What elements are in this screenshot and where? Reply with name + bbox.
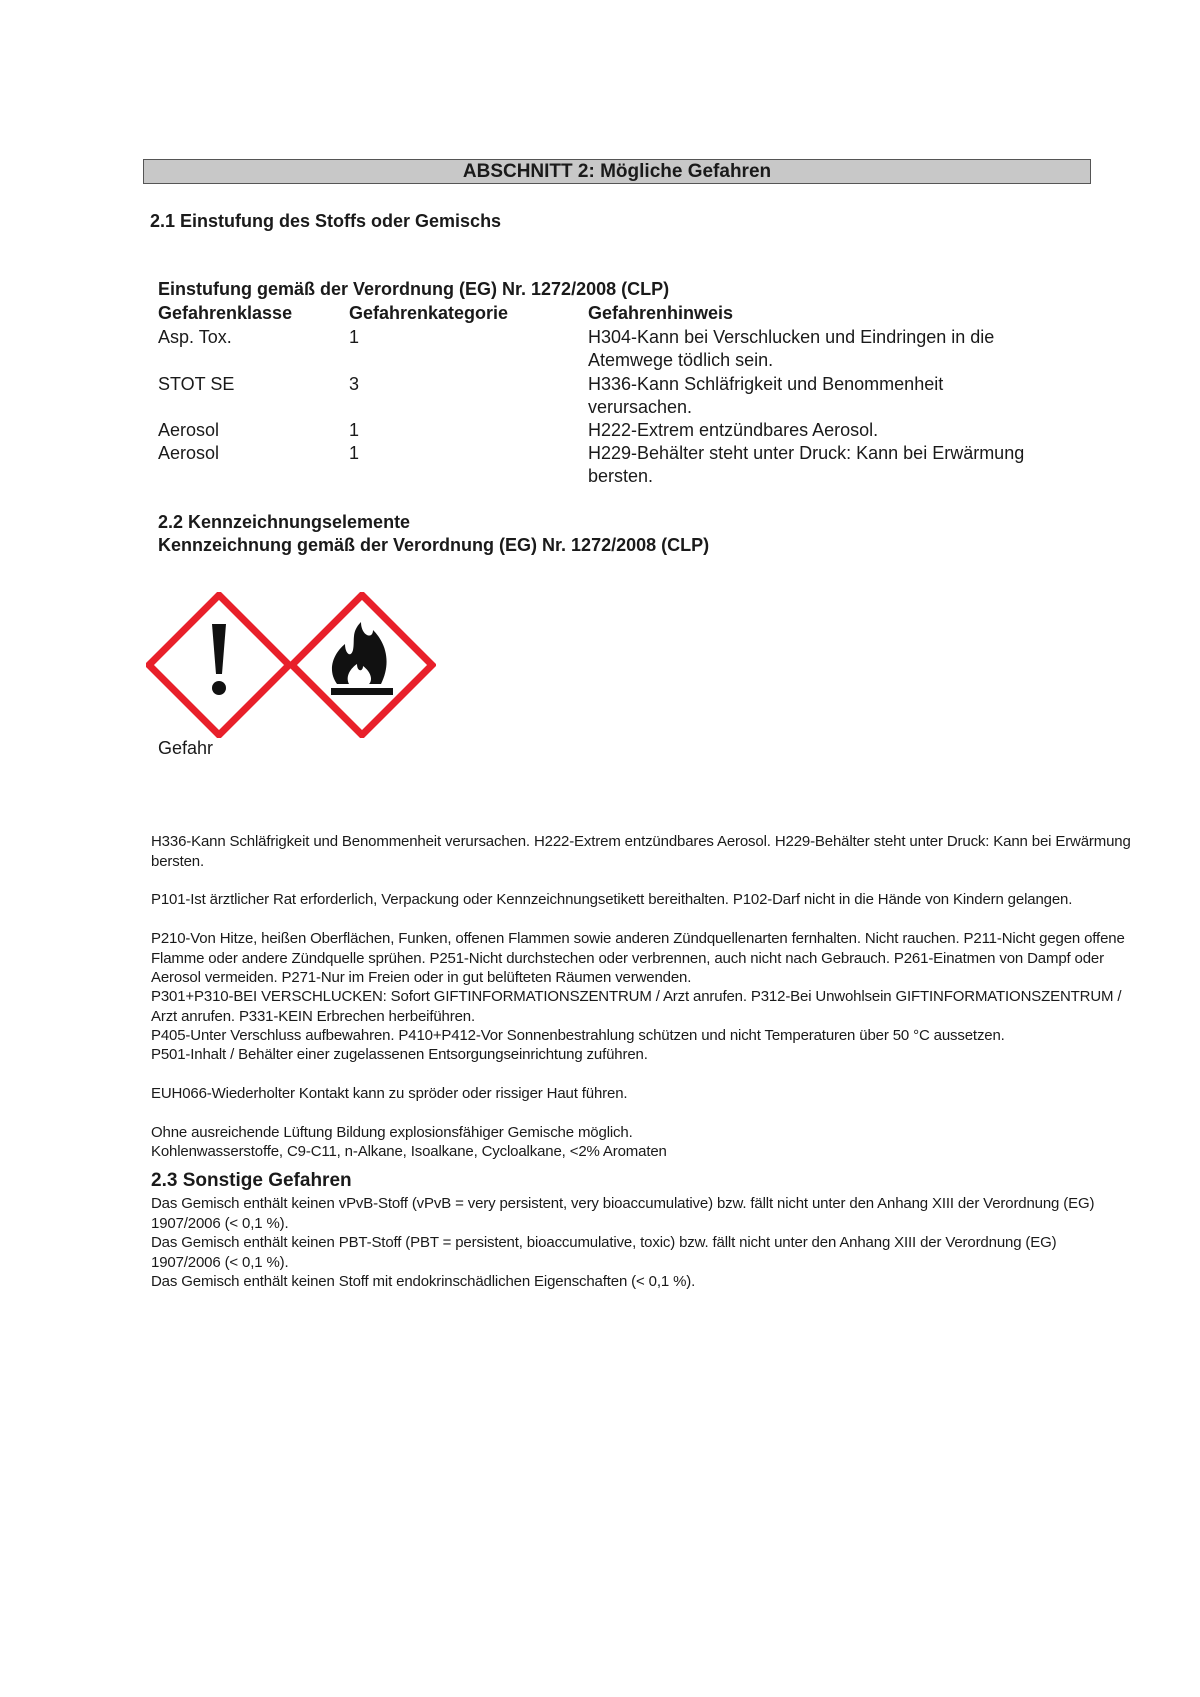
euh-statement: EUH066-Wiederholter Kontakt kann zu spröder oder rissiger Haut führen. — [151, 1085, 628, 1102]
other-hazards-endocrine: Das Gemisch enthält keinen Stoff mit endokrinschädlichen Eigenschaften (< 0,1 %). — [151, 1273, 696, 1290]
row-4-kategorie: 1 — [349, 443, 360, 463]
section-title: ABSCHNITT 2: Mögliche Gefahren — [143, 159, 1091, 184]
p-statements-disposal: P501-Inhalt / Behälter einer zugelassenen Entsorgungseinrichtung zuführen. — [151, 1046, 648, 1063]
row-1-hinweis: H304-Kann bei Verschlucken und Eindringen in die Atemwege tödlich sein. — [588, 327, 995, 370]
heading-2-2-title: 2.2 Kennzeichnungselemente — [158, 512, 411, 532]
row-4-hinweis: H229-Behälter steht unter Druck: Kann bei Erwärmung bersten. — [588, 443, 1025, 486]
row-3-klasse: Aerosol — [158, 420, 220, 440]
row-1-klasse: Asp. Tox. — [158, 327, 232, 347]
ghs-pictograms — [146, 592, 436, 738]
flame-icon — [292, 595, 432, 735]
row-3-hinweis: H222-Extrem entzündbares Aerosol. — [588, 420, 879, 440]
extra-info-1: Ohne ausreichende Lüftung Bildung explosionsfähiger Gemische möglich. — [151, 1124, 633, 1141]
other-hazards-pbt: Das Gemisch enthält keinen PBT-Stoff (PBT = persistent, bioaccumulative, toxic) bzw. fällt nicht unter den Anhang XIII der Verordnung (EG) 1907/2006 (< 0,1 %). — [151, 1234, 1057, 1271]
row-1-kategorie: 1 — [349, 327, 360, 347]
p-statements-general: P101-Ist ärztlicher Rat erforderlich, Verpackung oder Kennzeichnungsetikett bereithalten. P102-Darf nicht in die Hände von Kindern gelangen. — [151, 891, 1073, 908]
extra-info-2: Kohlenwasserstoffe, C9-C11, n-Alkane, Isoalkane, Cycloalkane, <2% Aromaten — [151, 1143, 667, 1160]
p-statements-response: P301+P310-BEI VERSCHLUCKEN: Sofort GIFTINFORMATIONSZENTRUM / Arzt anrufen. P312-Bei Unwohlsein GIFTINFORMATIONSZENTRUM / Arzt anrufen. P331-KEIN Erbrechen herbeiführen. — [151, 988, 1122, 1025]
row-2-kategorie: 3 — [349, 374, 360, 394]
signal-word: Gefahr — [158, 738, 214, 758]
p-statements-prevention: P210-Von Hitze, heißen Oberflächen, Funken, offenen Flammen sowie anderen Zündquellenarten fernhalten. Nicht rauchen. P211-Nicht gegen offene Flamme oder andere Zündquelle sprühen. P251-Nicht durchstechen oder verbrennen, auch nicht nach Gebrauch. P261-Einatmen von Dampf oder Aerosol vermeiden. P271-Nur im Freien oder in gut belüfteten Räumen verwenden. — [151, 930, 1125, 986]
header-gefahrenkategorie: Gefahrenkategorie — [349, 303, 509, 323]
heading-2-2-subtitle: Kennzeichnung gemäß der Verordnung (EG) Nr. 1272/2008 (CLP) — [158, 535, 710, 555]
h-statements: H336-Kann Schläfrigkeit und Benommenheit verursachen. H222-Extrem entzündbares Aerosol. H229-Behälter steht unter Druck: Kann bei Erwärmung bersten. — [151, 833, 1131, 870]
heading-2-1: 2.1 Einstufung des Stoffs oder Gemischs — [150, 211, 502, 231]
p-statements-storage: P405-Unter Verschluss aufbewahren. P410+P412-Vor Sonnenbestrahlung schützen und nicht Temperaturen über 50 °C aussetzen. — [151, 1027, 1005, 1044]
row-3-kategorie: 1 — [349, 420, 360, 440]
exclamation-mark-icon — [149, 595, 289, 735]
clp-classification-title: Einstufung gemäß der Verordnung (EG) Nr. 1272/2008 (CLP) — [158, 279, 670, 299]
other-hazards-vpvb: Das Gemisch enthält keinen vPvB-Stoff (vPvB = very persistent, very bioaccumulative) bzw. fällt nicht unter den Anhang XIII der Verordnung (EG) 1907/2006 (< 0,1 %). — [151, 1195, 1095, 1232]
row-2-klasse: STOT SE — [158, 374, 235, 394]
header-gefahrenklasse: Gefahrenklasse — [158, 303, 293, 323]
header-gefahrenhinweis: Gefahrenhinweis — [588, 303, 734, 323]
row-2-hinweis: H336-Kann Schläfrigkeit und Benommenheit verursachen. — [588, 374, 944, 417]
row-4-klasse: Aerosol — [158, 443, 220, 463]
heading-2-2 — [158, 511, 709, 557]
heading-2-3: 2.3 Sonstige Gefahren — [151, 1170, 352, 1191]
